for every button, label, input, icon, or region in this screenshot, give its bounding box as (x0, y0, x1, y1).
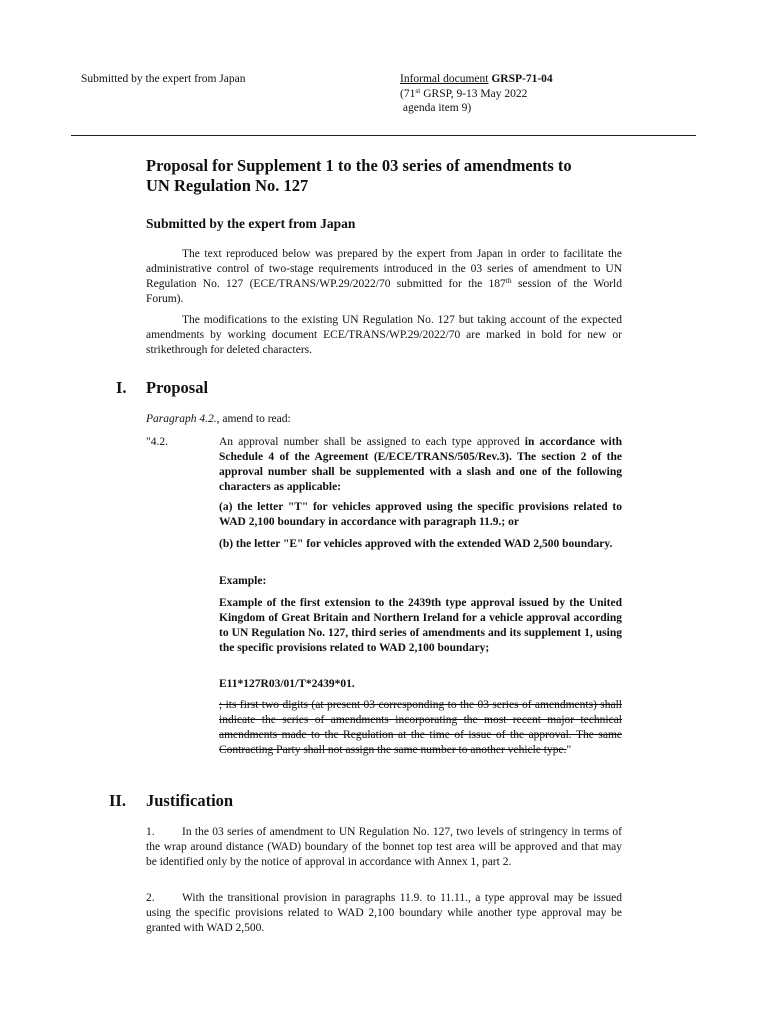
item-b: (b) the letter "E" for vehicles approved with the extended WAD 2,500 boundary. (219, 538, 613, 550)
intro-p1-text: The text reproduced below was prepared by the expert from Japan in order to facilitate the administrative control of two-stage requirements introduced in the 03 series of amendment to UN Regulation No. 127 (ECE/TRANS/WP.29/2022/70 submitted for the 187 (146, 248, 622, 290)
document-subtitle: Submitted by the expert from Japan (146, 216, 356, 231)
session-line (400, 87, 700, 102)
intro-p1-superscript: th (505, 276, 512, 285)
intro-p1-tail: session of the World Forum). (146, 278, 623, 305)
justification-paragraph-2 (146, 891, 622, 936)
intro-paragraph-2: The modifications to the existing UN Regulation No. 127 but taking account of the expected amendments by working document ECE/TRANS/WP.29/2022/70 are marked in bold for new or strikethrough for deleted characters. (146, 314, 622, 356)
submitter-header: Submitted by the expert from Japan (81, 73, 246, 85)
document-reference (400, 72, 700, 116)
intro-paragraph-1 (146, 247, 622, 307)
paragraph-4-2-text (219, 435, 622, 495)
closing-quote: " (566, 744, 572, 756)
justification-2-number: 2. (146, 892, 155, 904)
agenda-line: agenda item 9) (400, 102, 472, 114)
justification-1-text: In the 03 series of amendment to UN Regulation No. 127, two levels of stringency in terms of the wrap around distance (WAD) boundary of the bonnet top test area will be approved and that may be identified only by the notice of approval in accordance with Annex 1, part 2. (146, 826, 622, 868)
document-id-line (400, 72, 700, 87)
paragraph-reference-instruction: , amend to read: (216, 413, 291, 425)
section-2-number: II. (109, 791, 126, 810)
session-dates: GRSP, 9-13 May 2022 (420, 87, 528, 100)
section-1-number: I. (116, 378, 127, 397)
paragraph-4-2-plain: An approval number shall be assigned to each type approved (219, 436, 525, 448)
title-line-1: Proposal for Supplement 1 to the 03 series of amendments to (146, 156, 572, 175)
session-superscript: st (415, 85, 421, 95)
title-line-2: UN Regulation No. 127 (146, 176, 309, 195)
section-1-heading: Proposal (146, 378, 209, 397)
deleted-text (219, 698, 622, 758)
strikethrough-text: ; its first two digits (at present 03 corresponding to the 03 series of amendments) shall indicate the series of amendments incorporating the most recent major technical amendments made to the Regulation at the time of issue of the approval. The same Contracting Party shall not assign the same number to another vehicle type. (219, 699, 622, 756)
document-label: Informal document (400, 73, 489, 85)
item-a: (a) the letter "T" for vehicles approved using the specific provisions related to WAD 2,100 boundary in accordance with paragraph 11.9.; or (219, 501, 622, 528)
session-prefix: (71 (400, 87, 416, 100)
document-id: GRSP-71-04 (491, 73, 553, 85)
justification-paragraph-1 (146, 825, 622, 870)
paragraph-reference-italic: Paragraph 4.2. (146, 413, 217, 425)
section-2-heading: Justification (146, 791, 234, 810)
document-title (146, 156, 646, 196)
example-code: E11*127R03/01/T*2439*01. (219, 678, 355, 690)
paragraph-reference (146, 412, 291, 427)
paragraph-number: "4.2. (146, 436, 168, 448)
example-text: Example of the first extension to the 2439th type approval issued by the United Kingdom of Great Britain and Northern Ireland for a vehicle approval according to UN Regulation No. 127, third series of amendments and its supplement 1, using the specific provisions related to WAD 2,100 boundary; (219, 597, 622, 654)
header-divider (71, 135, 696, 136)
justification-1-number: 1. (146, 826, 155, 838)
justification-2-text: With the transitional provision in paragraphs 11.9. to 11.11., a type approval may be issued using the specific provisions related to WAD 2,100 boundary while another type approval may be granted with WAD 2,500. (146, 892, 622, 934)
paragraph-4-2-bold: in accordance with Schedule 4 of the Agreement (E/ECE/TRANS/505/Rev.3). The section 2 of the approval number shall be supplemented with a slash and one of the following characters as applicable: (219, 436, 622, 493)
example-label: Example: (219, 575, 267, 587)
